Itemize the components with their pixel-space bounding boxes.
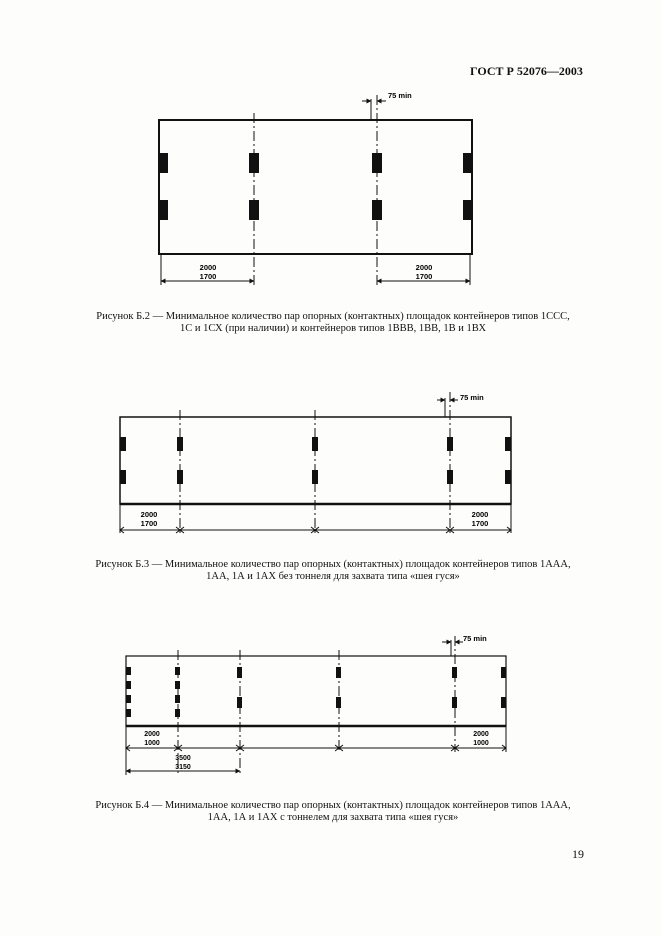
dim-label: 1700	[199, 272, 217, 281]
dim-label: 2000	[140, 510, 158, 519]
container-outline	[126, 656, 506, 726]
dim-label: 2000	[471, 510, 489, 519]
support-pad	[126, 709, 131, 717]
dim-label: 3150	[175, 764, 191, 771]
support-pad	[126, 667, 131, 675]
support-pads	[126, 667, 506, 717]
dim-label: 1000	[473, 740, 489, 747]
support-pad	[126, 695, 131, 703]
figure-b4-caption	[40, 800, 626, 824]
dim-label: 1700	[471, 519, 489, 528]
dim-label-min: 75 min	[463, 634, 487, 643]
caption-line: 1С и 1СХ (при наличии) и контейнеров типов 1ВВВ, 1ВВ, 1В и 1ВХ	[179, 323, 487, 334]
dim-label-min: 75 min	[460, 393, 484, 402]
support-pad	[501, 697, 506, 708]
support-pad	[237, 667, 242, 678]
support-pad	[452, 697, 457, 708]
caption-line: 1АА, 1А и 1АХ без тоннеля для захвата типа «шея гуся»	[206, 571, 460, 582]
dim-label: 2000	[199, 263, 217, 272]
caption-line: 1АА, 1А и 1АХ с тоннелем для захвата типа «шея гуся»	[207, 812, 459, 823]
dim-label: 2000	[144, 731, 160, 738]
support-pad	[336, 667, 341, 678]
support-pad	[175, 681, 180, 689]
support-pad	[336, 697, 341, 708]
caption-line: Рисунок Б.2 — Минимальное количество пар опорных (контактных) площадок контейнеров типов 1ССС,	[96, 311, 570, 322]
dim-label-min: 75 min	[388, 91, 412, 100]
dim-label: 1700	[415, 272, 433, 281]
dim-label: 2000	[415, 263, 433, 272]
support-pad	[452, 667, 457, 678]
document-header: ГОСТ Р 52076—2003	[470, 64, 583, 78]
dim-label: 1700	[140, 519, 158, 528]
page-number: 19	[572, 847, 584, 861]
support-pad	[237, 697, 242, 708]
support-pad	[126, 681, 131, 689]
caption-line: Рисунок Б.3 — Минимальное количество пар опорных (контактных) площадок контейнеров типов 1ААА,	[95, 559, 571, 570]
dim-label: 3500	[175, 755, 191, 762]
support-pad	[175, 667, 180, 675]
dim-label: 1000	[144, 740, 160, 747]
support-pad	[175, 695, 180, 703]
dim-label: 2000	[473, 731, 489, 738]
support-pad	[501, 667, 506, 678]
support-pad	[175, 709, 180, 717]
caption-line: Рисунок Б.4 — Минимальное количество пар опорных (контактных) площадок контейнеров типов 1ААА,	[95, 800, 571, 811]
